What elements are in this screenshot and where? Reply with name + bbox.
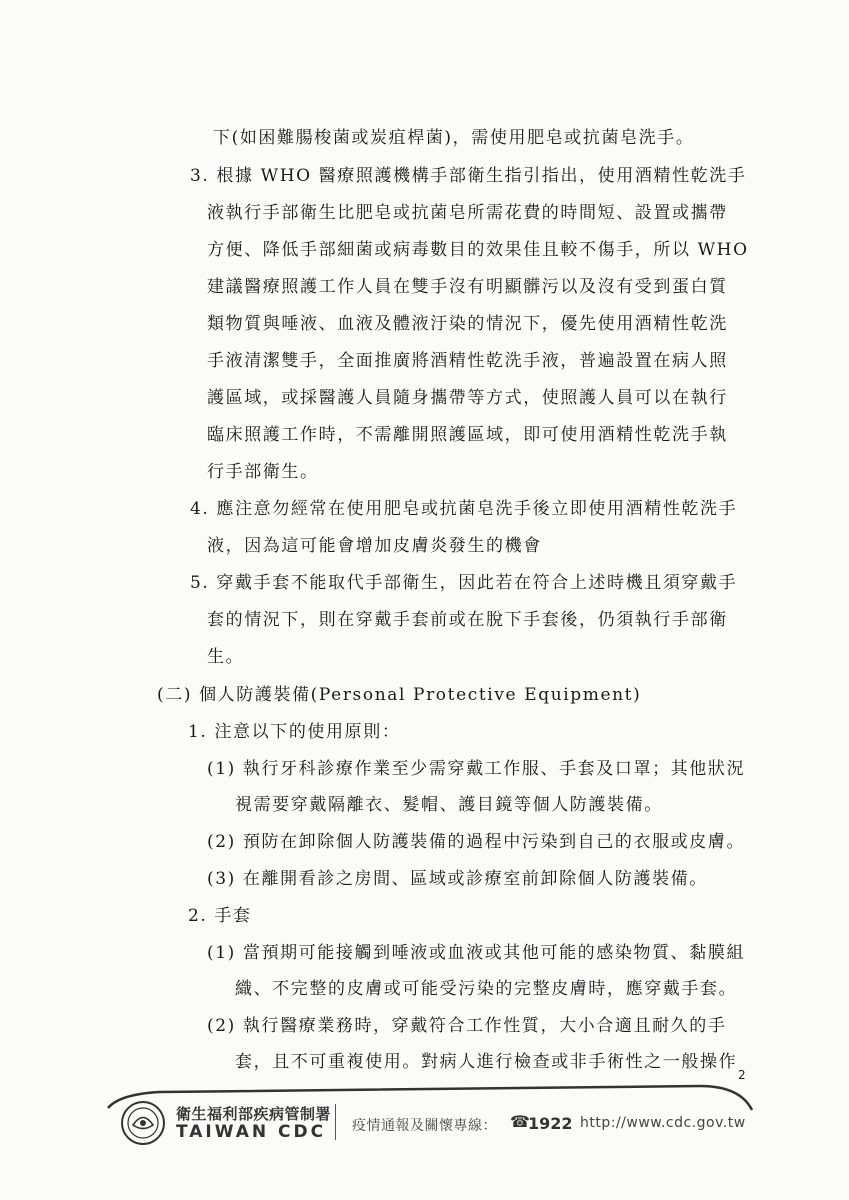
body-line: 5. 穿戴手套不能取代手部衛生，因此若在符合上述時機且須穿戴手 [190,573,738,593]
org-name-zh: 衛生福利部疾病管制署 [176,1105,332,1123]
section-heading: (二) 個人防護裝備(Personal Protective Equipment) [157,685,642,705]
hotline-number: 1922 [528,1114,573,1133]
body-line: 生。 [207,647,245,667]
body-line: (2) 執行醫療業務時，穿戴符合工作性質，大小合適且耐久的手 [207,1016,727,1036]
body-line: (1) 執行牙科診療作業至少需穿戴工作服、手套及口罩；其他狀況 [207,759,746,779]
org-name-en: TAIWAN CDC [176,1122,327,1142]
body-line: 視需要穿戴隔離衣、髮帽、護目鏡等個人防護裝備。 [235,795,663,815]
body-line: (3) 在離開看診之房間、區域或診療室前卸除個人防護裝備。 [207,869,708,889]
body-line: 手液清潔雙手，全面推廣將酒精性乾洗手液，普遍設置在病人照 [207,351,728,371]
body-line: 臨床照護工作時，不需離開照護區域，即可使用酒精性乾洗手執 [207,425,728,445]
body-line: 護區域，或採醫護人員隨身攜帶等方式，使照護人員可以在執行 [207,388,728,408]
hotline-label: 疫情通報及關懷專線： [352,1118,497,1134]
body-line: 4. 應注意勿經常在使用肥皂或抗菌皂洗手後立即使用酒精性乾洗手 [190,499,738,519]
body-line: 方便、降低手部細菌或病毒數目的效果佳且較不傷手，所以 WHO [207,240,749,260]
body-line: 套的情況下，則在穿戴手套前或在脫下手套後，仍須執行手部衛 [207,610,728,630]
body-line: 液執行手部衛生比肥皂或抗菌皂所需花費的時間短、設置或攜帶 [207,203,728,223]
body-line: 液，因為這可能會增加皮膚炎發生的機會 [207,536,542,556]
footer-divider [335,1104,336,1140]
body-line: 建議醫療照護工作人員在雙手沒有明顯髒污以及沒有受到蛋白質 [207,277,728,297]
body-line: 下(如困難腸梭菌或炭疽桿菌)，需使用肥皂或抗菌皂洗手。 [213,128,695,148]
body-line: 套，且不可重複使用。對病人進行檢查或非手術性之一般操作 [235,1052,738,1072]
body-line: 行手部衛生。 [207,462,319,482]
body-line: (2) 預防在卸除個人防護裝備的過程中污染到自己的衣服或皮膚。 [207,832,746,852]
website-link[interactable]: http://www.cdc.gov.tw [580,1115,746,1131]
cdc-seal-icon [120,1100,166,1146]
body-line: 1. 注意以下的使用原則： [188,722,401,742]
body-line: 2. 手套 [188,906,252,926]
phone-icon: ☎ [510,1112,530,1131]
page-number: 2 [738,1068,746,1082]
body-line: 織、不完整的皮膚或可能受污染的完整皮膚時，應穿戴手套。 [235,979,738,999]
body-line: 類物質與唾液、血液及體液汙染的情況下，優先使用酒精性乾洗 [207,314,728,334]
body-line: (1) 當預期可能接觸到唾液或血液或其他可能的感染物質、黏膜組 [207,943,746,963]
body-line: 3. 根據 WHO 醫療照護機構手部衛生指引指出，使用酒精性乾洗手 [190,166,747,186]
